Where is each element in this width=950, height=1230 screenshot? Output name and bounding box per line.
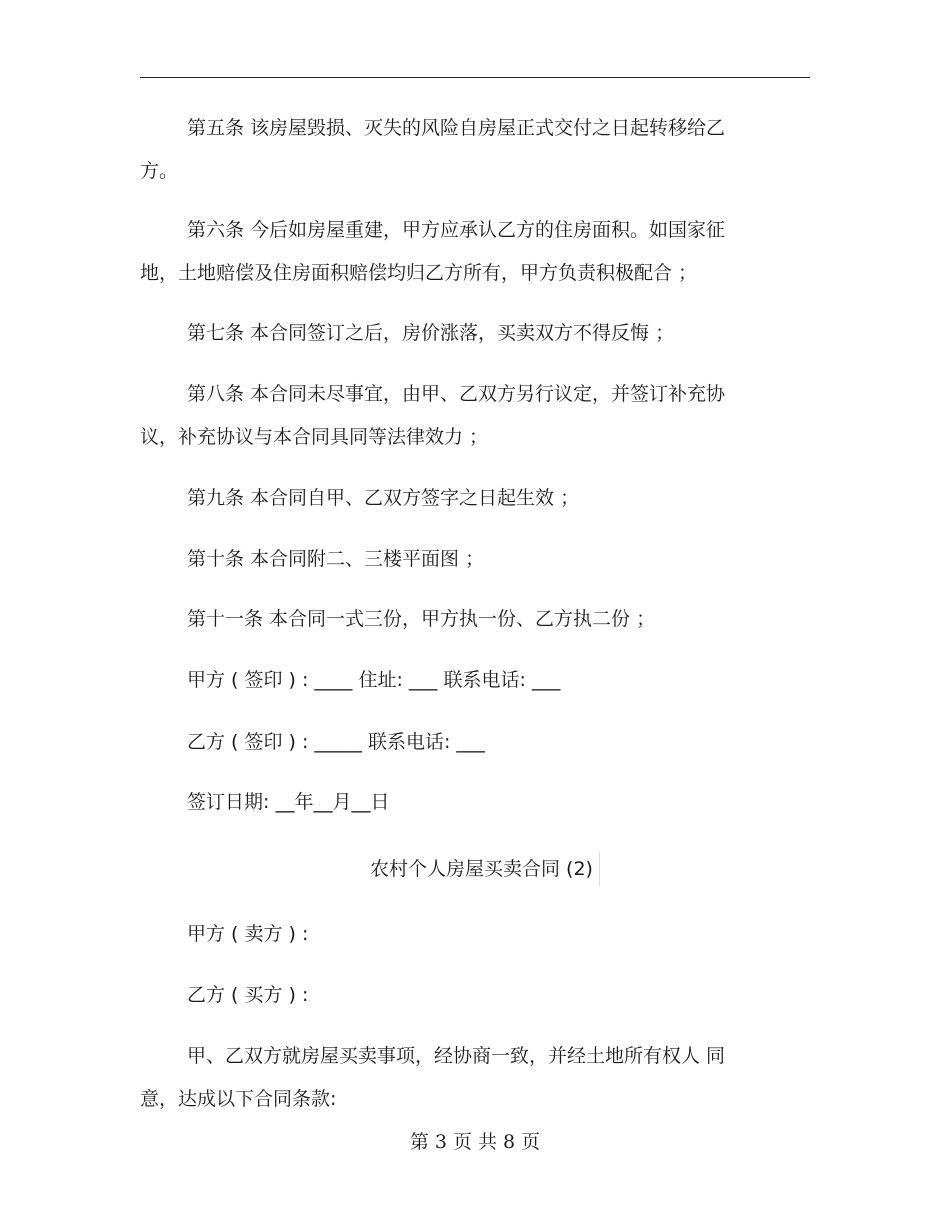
- second-contract-intro: [140, 1035, 810, 1121]
- signature-party-b-text: 乙方 ( 签印 ) : _____ 联系电话: ___: [187, 731, 485, 753]
- second-contract-title: 农村个人房屋买卖合同 (2): [370, 852, 600, 886]
- clause-9-line-1: 第九条 本合同自甲、乙双方签字之日起生效 ；: [187, 487, 580, 509]
- clause-8-line-2: 议，补充协议与本合同具同等法律效力 ；: [140, 426, 489, 448]
- intro-line-1: 甲、乙双方就房屋买卖事项，经协商一致，并经土地所有权人 同: [187, 1045, 726, 1067]
- header-rule: [140, 77, 810, 78]
- clause-10: [140, 538, 810, 581]
- clause-5: [140, 107, 810, 193]
- clause-7: [140, 312, 810, 355]
- clause-7-line-1: 第七条 本合同签订之后，房价涨落，买卖双方不得反悔 ；: [187, 322, 675, 344]
- seller-line: [140, 913, 810, 956]
- buyer-line: [140, 974, 810, 1017]
- signing-date-text: 签订日期: __年__月__日: [187, 791, 390, 813]
- clause-5-line-2: 方。: [140, 160, 179, 182]
- buyer-text: 乙方 ( 买方 ) :: [187, 984, 309, 1006]
- signature-party-b: [140, 721, 810, 764]
- clause-6-line-2: 地，土地赔偿及住房面积赔偿均归乙方所有，甲方负责积极配合 ；: [140, 262, 698, 284]
- intro-line-2: 意，达成以下合同条款:: [140, 1088, 337, 1110]
- seller-text: 甲方 ( 卖方 ) :: [187, 923, 309, 945]
- signing-date: [140, 781, 810, 824]
- clause-8: [140, 373, 810, 459]
- page-number: 第 3 页 共 8 页: [409, 1131, 541, 1153]
- clause-10-line-1: 第十条 本合同附二、三楼平面图 ；: [187, 548, 485, 570]
- clause-6-line-1: 第六条 今后如房屋重建，甲方应承认乙方的住房面积。如国家征: [187, 219, 726, 241]
- clause-9: [140, 477, 810, 520]
- clause-6: [140, 209, 810, 295]
- clause-5-line-1: 第五条 该房屋毁损、灭失的风险自房屋正式交付之日起转移给乙: [187, 117, 726, 139]
- clause-11-line-1: 第十一条 本合同一式三份，甲方执一份、乙方执二份 ；: [187, 608, 656, 630]
- signature-party-a: [140, 659, 810, 702]
- clause-11: [140, 598, 810, 641]
- clause-8-line-1: 第八条 本合同未尽事宜，由甲、乙双方另行议定，并签订补充协: [187, 383, 726, 405]
- signature-party-a-text: 甲方 ( 签印 ) : ____ 住址: ___ 联系电话: ___: [187, 669, 561, 691]
